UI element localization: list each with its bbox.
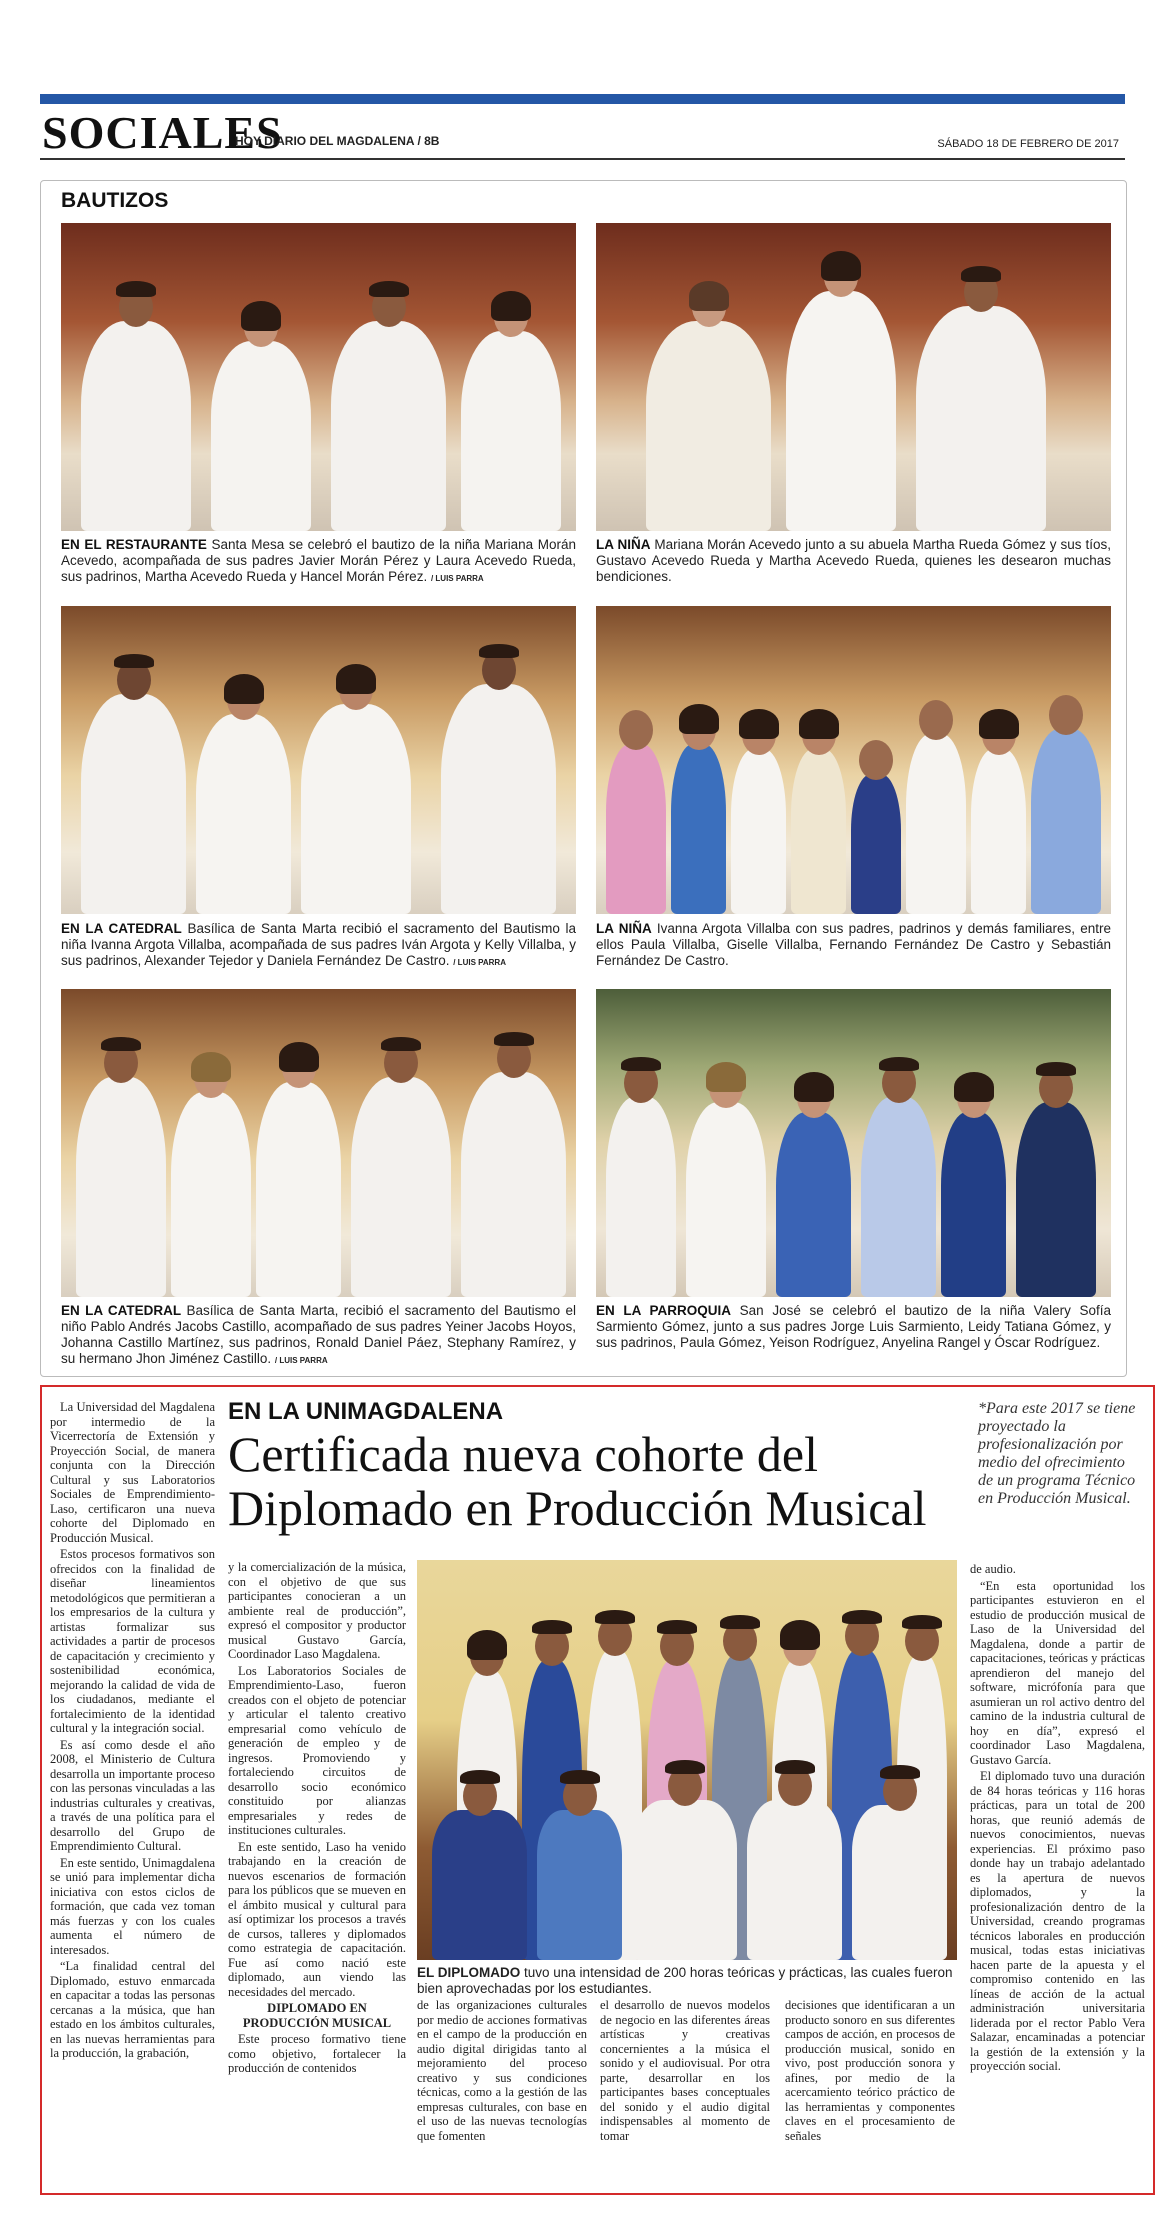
subhead-diplomado: DIPLOMADO EN PRODUCCIÓN MUSICAL bbox=[242, 2001, 392, 2030]
article-column-1: La Universidad del Magdalena por intermedio de la Vicerrectoría de Extensión y Proyección Social, de manera conjunta con la Dirección Cultural y sus Laboratorios Sociales de Emprendimiento-Laso, certificaron una nueva cohorte del Diplomado en Producción Musical. Estos procesos formativos son ofrecidos con la finalidad de diseñar lineamientos metodológicos que permitieran a los empresarios de la cultura y artistas formalizar sus actividades a partir de procesos de capacitación y crecimiento y sostenibilidad económica, mejorando la calidad de vida de los ciudadanos, mediante el fortalecimiento de la identidad cultural y la integración social. Es así como desde el año 2008, el Ministerio de Cultura desarrolla un importante proceso con las personas vinculadas a las industrias culturales y creativas, a través de una política para el desarrollo del Grupo de Emprendimiento Cultural. En este sentido, Unimagdalena se unió para implementar dicha iniciativa con estos ciclos de formación, que cada vez toman más fuerzas y con los cuales aumenta el número de interesados. “La finalidad central del Diplomado, estuvo enmarcada en capacitar a todas las personas cercanas a la música, que han estado en los ámbitos culturales, en las nuevas herramientas para la producción, la grabación, bbox=[50, 1400, 215, 2060]
article-headline-line-2: Diplomado en Producción Musical bbox=[228, 1480, 927, 1536]
bautizos-section bbox=[40, 180, 1127, 1377]
photo-diplomado-caption: EL DIPLOMADO tuvo una intensidad de 200 horas teóricas y prácticas, las cuales fueron bien aprovechadas por los estudiantes. bbox=[417, 1965, 953, 1996]
masthead bbox=[40, 104, 1125, 160]
pull-quote: *Para este 2017 se tiene proyectado la profesionalización por medio del ofrecimiento de un programa Técnico en Producción Musical. bbox=[978, 1400, 1136, 1507]
photo-familia bbox=[596, 606, 1111, 914]
caption-6: EN LA PARROQUIA San José se celebró el bautizo de la niña Valery Sofía Sarmiento Gómez, junto a sus padres Jorge Luis Sarmiento, Leidy Tatiana Gómez, y sus padrinos, Paula Gómez, Yeison Rodríguez, Anyelina Rangel y Óscar Rodríguez. bbox=[596, 1303, 1111, 1350]
article-column-5: decisiones que identificaran a un producto sonoro en sus diferentes campos de acción, en procesos de producción musical, sonido en vivo, post producción sonora y afines, por medio de la acercamiento teórico práctico de las herramientas y componentes claves en el procesamiento de señales bbox=[785, 1998, 955, 2143]
photo-catedral-2 bbox=[61, 989, 576, 1297]
article-kicker: EN LA UNIMAGDALENA bbox=[228, 1398, 504, 1425]
caption-5: EN LA CATEDRAL Basílica de Santa Marta, recibió el sacramento del Bautismo el niño Pablo Andrés Jacobs Castillo, acompañado de sus padres Yeiner Jacobs Hoyos, Johanna Castillo Martínez, sus padrinos, Ronald Daniel Páez, Stephany Ramírez, y su hermano Jhon Jiménez Castillo. / LUIS PARRA bbox=[61, 1303, 576, 1366]
article-column-2: y la comercialización de la música, con el objetivo de que sus participantes conocieran a un ambiente real de producción”, expresó el compositor y productor musical Gustavo García, Coordinador Laso Magdalena. Los Laboratorios Sociales de Emprendimiento-Laso, fueron creados con el objeto de potenciar y articular el talento creativo empresarial como vehículo de generación de empleo y de ingresos. Promoviendo y fortaleciendo circuitos de desarrollo socio económico constituido por alianzas empresariales y redes de instituciones culturales. En este sentido, Laso ha venido trabajando en la creación de nuevos escenarios de formación para los públicos que se mueven en el ámbito musical y cultural para así optimizar los procesos a través de cursos, talleres y diplomados como estrategia de capacitación. Fue así como nació este diplomado, aun viendo las necesidades del mercado. DIPLOMADO EN PRODUCCIÓN MUSICAL Este proceso formativo tiene como objetivo, fortalecer la producción de contenidos bbox=[228, 1560, 406, 2075]
article-column-4: el desarrollo de nuevos modelos de negocio en las diferentes áreas artísticas y creativas concernientes a la música el sonido y el audiovisual. Por otra parte, desarrollar en los participantes bases conceptuales del sonido y el audio digital indispensables al momento de tomar bbox=[600, 1998, 770, 2143]
caption-2: LA NIÑA Mariana Morán Acevedo junto a su abuela Martha Rueda Gómez y sus tíos, Gustavo Acevedo Rueda y Martha Acevedo Rueda, quienes les desearon muchas bendiciones. bbox=[596, 537, 1112, 584]
caption-1: EN EL RESTAURANTE Santa Mesa se celebró el bautizo de la niña Mariana Morán Acevedo, acompañada de sus padres Javier Morán Pérez y Laura Acevedo Rueda, sus padrinos, Martha Acevedo Rueda y Hancel Morán Pérez. / LUIS PARRA bbox=[61, 537, 576, 584]
caption-3: EN LA CATEDRAL Basílica de Santa Marta recibió el sacramento del Bautismo la niña Ivanna Argota Villalba, acompañada de sus padres Iván Argota y Kelly Villalba, y sus padrinos, Alexander Tejedor y Daniela Fernández De Castro. / LUIS PARRA bbox=[61, 921, 576, 968]
caption-4: LA NIÑA Ivanna Argota Villalba con sus padres, padrinos y demás familiares, entre ellos Paula Villalba, Giselle Villalba, Fernando Fernández De Castro y Sebastián Fernández De Castro. bbox=[596, 921, 1111, 968]
photo-restaurante bbox=[61, 223, 576, 531]
paper-name: HOY DIARIO DEL MAGDALENA / 8B bbox=[235, 134, 440, 148]
photo-catedral-1 bbox=[61, 606, 576, 914]
photo-diplomado bbox=[417, 1560, 957, 1960]
article-column-3: de las organizaciones culturales por medio de acciones formativas en el campo de la producción en audio digital dirigidas tanto al mejoramiento del proceso creativo y sus condiciones técnicas, como a la gestión de las empresas culturales, con base en el uso de las nuevas tecnologías que fomenten bbox=[417, 1998, 587, 2143]
masthead-accent-bar bbox=[40, 94, 1125, 104]
bautizos-label: BAUTIZOS bbox=[61, 189, 169, 212]
section-title: SOCIALES bbox=[42, 107, 283, 158]
article-column-6: de audio. “En esta oportunidad los participantes estuvieron en el estudio de producción musical de Laso de la Universidad del Magdalena, donde a partir de capacitaciones, teóricas y prácticas aprendieron del manejo del software, micrófonía para que asumieran un rol activo dentro del camino de la industria cultural de hoy en día”, expresó el coordinador Laso Magdalena, Gustavo García. El diplomado tuvo una duración de 84 horas teóricas y 116 horas prácticas, para un total de 200 horas, que reunió además de nuevos conocimientos, nuevas experiencias. El próximo paso donde hay un trabajo adelantado es la apertura de nuevos diplomados, y la profesionalización dentro de la Universidad, creando programas técnicos laborales en producción musical, todas estas iniciativas hacen parte de la apuesta y el compromiso contenido en las líneas de acción de la actual administración universitaria liderada por el rector Pablo Vera Salazar, encaminadas a potenciar la gestión de la extensión y la proyección social. bbox=[970, 1562, 1145, 2073]
photo-nina-abuela bbox=[596, 223, 1111, 531]
issue-date: SÁBADO 18 DE FEBRERO DE 2017 bbox=[937, 138, 1119, 150]
article-headline-line-1: Certificada nueva cohorte del bbox=[228, 1426, 818, 1482]
photo-parroquia bbox=[596, 989, 1111, 1297]
